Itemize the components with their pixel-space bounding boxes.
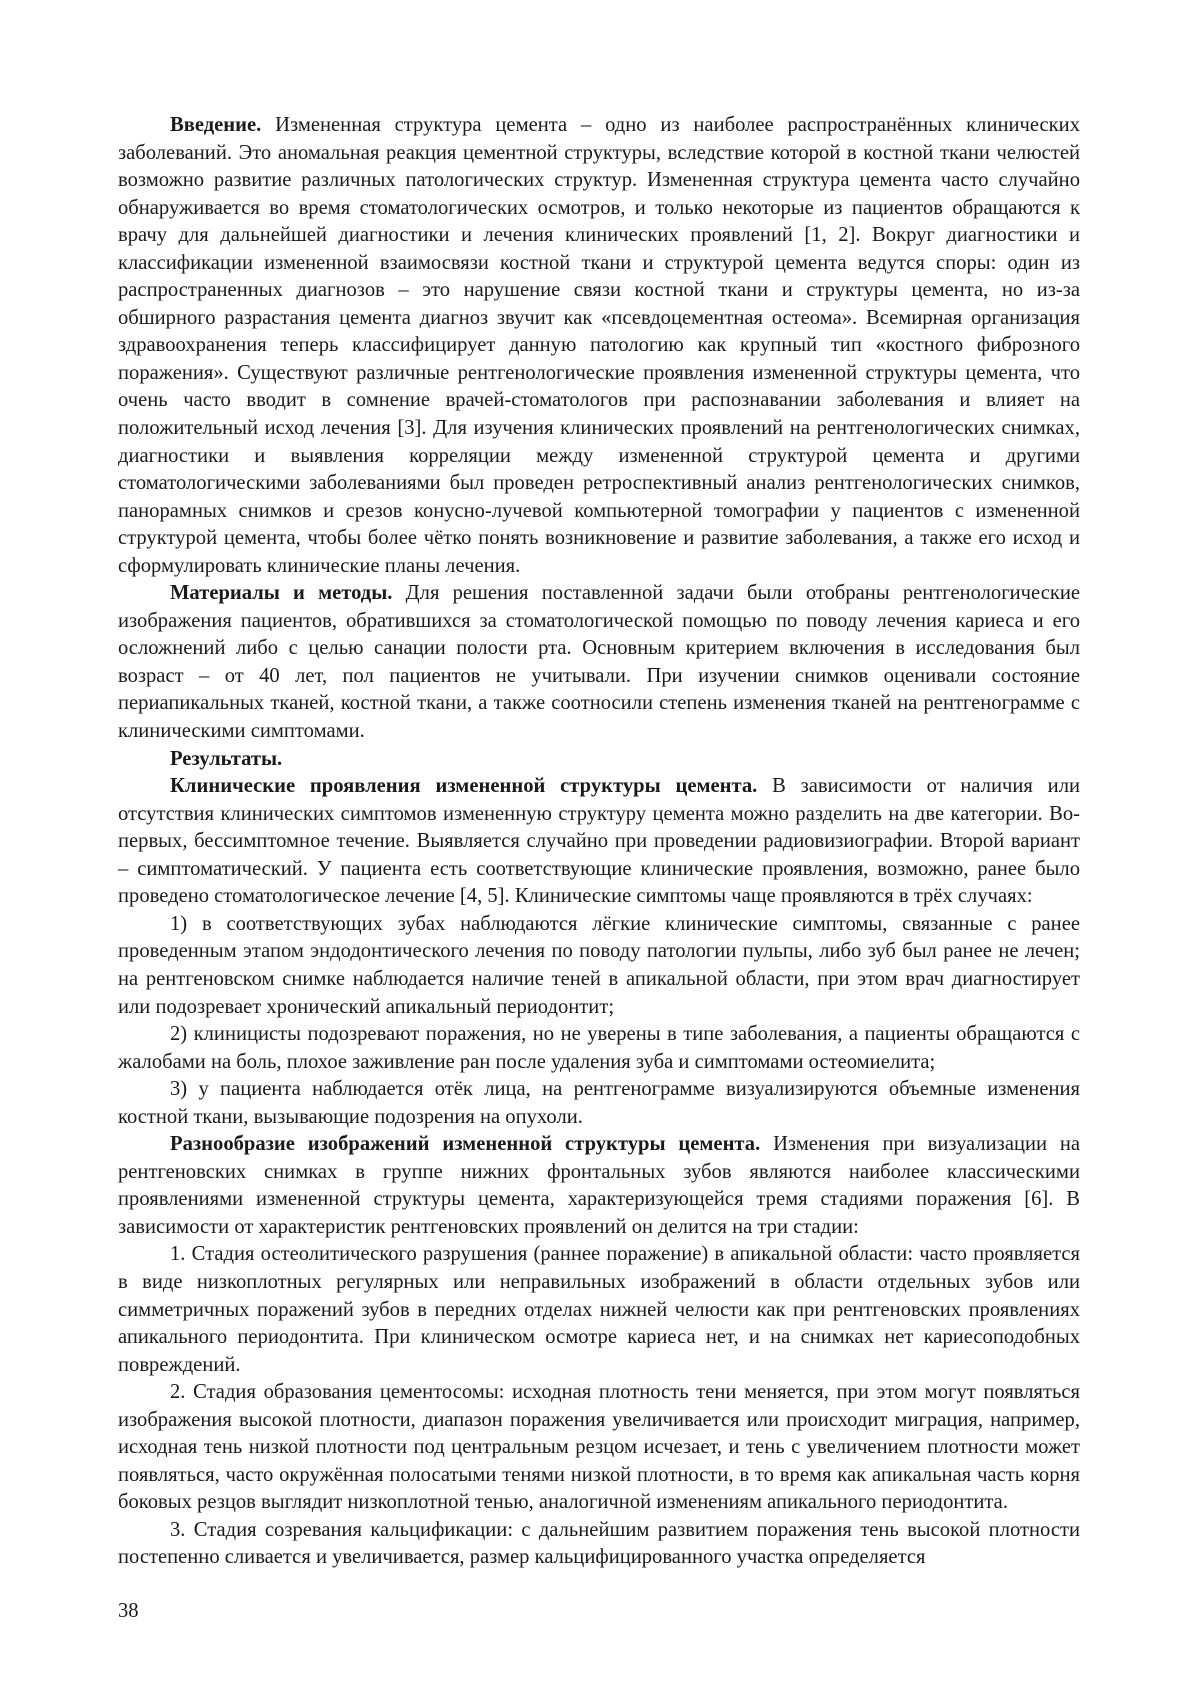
clinical-heading: Клинические проявления измененной структуры цемента. [170, 775, 758, 798]
clinical-item-2: 2) клиницисты подозревают поражения, но не уверены в типе заболевания, а пациенты обращаются с жалобами на боль, плохое заживление ран после удаления зуба и симптомами остеомиелита; [118, 1023, 1080, 1073]
methods-heading: Материалы и методы. [170, 582, 393, 605]
clinical-item-1: 1) в соответствующих зубах наблюдаются лёгкие клинические симптомы, связанные с ранее проведенным этапом эндодонтического лечения по поводу патологии пульпы, либо зуб был ранее не лечен; на рентгеновском снимке наблюдается наличие теней в апикальной области, при этом врач диагностирует или подозревает хронический апикальный периодонтит; [118, 912, 1080, 1018]
clinical-text: В зависимости от наличия или отсутствия клинических симптомов измененную структуру цемента можно разделить на две категории. Во-первых, бессимптомное течение. Выявляется случайно при проведении радиовизиографии. Второй вариант – симптоматический. У пациента есть соответствующие клинические проявления, возможно, ранее было проведено стоматологическое лечение [4, 5]. Клинические симптомы чаще проявляются в трёх случаях: [118, 775, 1081, 908]
methods-paragraph [118, 580, 1080, 745]
imaging-heading: Разнообразие изображений измененной структуры цемента. [170, 1133, 761, 1156]
clinical-paragraph [118, 773, 1080, 911]
imaging-text: Изменения при визуализации на рентгеновских снимках в группе нижних фронтальных зубов являются наиболее классическими проявлениями измененной структуры цемента, характеризующейся тремя стадиями поражения [6]. В зависимости от характеристик рентгеновских проявлений он делится на три стадии: [118, 1133, 1080, 1238]
results-heading: Результаты. [170, 747, 283, 770]
methods-text: Для решения поставленной задачи были отобраны рентгенологические изображения пациентов, обратившихся за стоматологической помощью по поводу лечения кариеса и его осложнений либо с целью санации полости рта. Основным критерием включения в исследования был возраст – от 40 лет, пол пациентов не учитывали. При изучении снимков оценивали состояние периапикальных тканей, костной ткани, а также соотносили степень изменения тканей на рентгенограмме с клиническими симптомами. [118, 582, 1080, 743]
intro-text: Измененная структура цемента – одно из наиболее распространённых клинических заболеваний. Это аномальная реакция цементной структуры, вследствие которой в костной ткани челюстей возможно развитие различных патологических структур. Измененная структура цемента часто случайно обнаруживается во время стоматологических осмотров, и только некоторые из пациентов обращаются к врачу для дальнейшей диагностики и лечения клинических проявлений [1, 2]. Вокруг диагностики и классификации измененной взаимосвязи костной ткани и структурой цемента ведутся споры: один из распространенных диагнозов – это нарушение связи костной ткани и структуры цемента, но из-за обширного разрастания цемента диагноз звучит как «псевдоцементная остеома». Всемирная организация здравоохранения теперь классифицирует данную патологию как крупный тип «костного фиброзного поражения». Существуют различные рентгенологические проявления измененной структуры цемента, что очень часто вводит в сомнение врачей-стоматологов при распознавании заболевания и влияет на положительный исход лечения [3]. Для изучения клинических проявлений на рентгенологических снимках, диагностики и выявления корреляции между измененной структурой цемента и другими стоматологическими заболеваниями был проведен ретроспективный анализ рентгенологических снимков, панорамных снимков и срезов конусно-лучевой компьютерной томографии у пациентов с измененной структурой цемента, чтобы более чётко понять возникновение и развитие заболевания, а также его исход и сформулировать клинические планы лечения. [118, 114, 1080, 577]
intro-heading: Введение. [170, 114, 262, 136]
article-body [118, 112, 1080, 1572]
stage-2: 2. Стадия образования цементосомы: исходная плотность тени меняется, при этом могут появляться изображения высокой плотности, диапазон поражения увеличивается или происходит миграция, например, исходная тень низкой плотности под центральным резцом исчезает, и тень с увеличением плотности может появляться, часто окружённая полосатыми тенями низкой плотности, в то время как апикальная часть корня боковых резцов выглядит низкоплотной тенью, аналогичной изменениям апикального периодонтита. [118, 1381, 1080, 1514]
intro-paragraph [118, 112, 1080, 580]
clinical-item-3: 3) у пациента наблюдается отёк лица, на рентгенограмме визуализируются объемные изменения костной ткани, вызывающие подозрения на опухоли. [118, 1078, 1080, 1128]
results-paragraph [118, 746, 1080, 774]
stage-3: 3. Стадия созревания кальцификации: с дальнейшим развитием поражения тень высокой плотности постепенно сливается и увеличивается, размер кальцифицированного участка определяется [118, 1518, 1080, 1569]
imaging-paragraph [118, 1131, 1080, 1241]
stage-1: 1. Стадия остеолитического разрушения (раннее поражение) в апикальной области: часто проявляется в виде низкоплотных регулярных или неправильных изображений в области отдельных зубов или симметричных поражений зубов в передних отделах нижней челюсти как при рентгеновских проявлениях апикального периодонтита. При клиническом осмотре кариеса нет, и на снимках нет кариесоподобных повреждений. [118, 1243, 1080, 1376]
page-number: 38 [118, 1600, 139, 1622]
